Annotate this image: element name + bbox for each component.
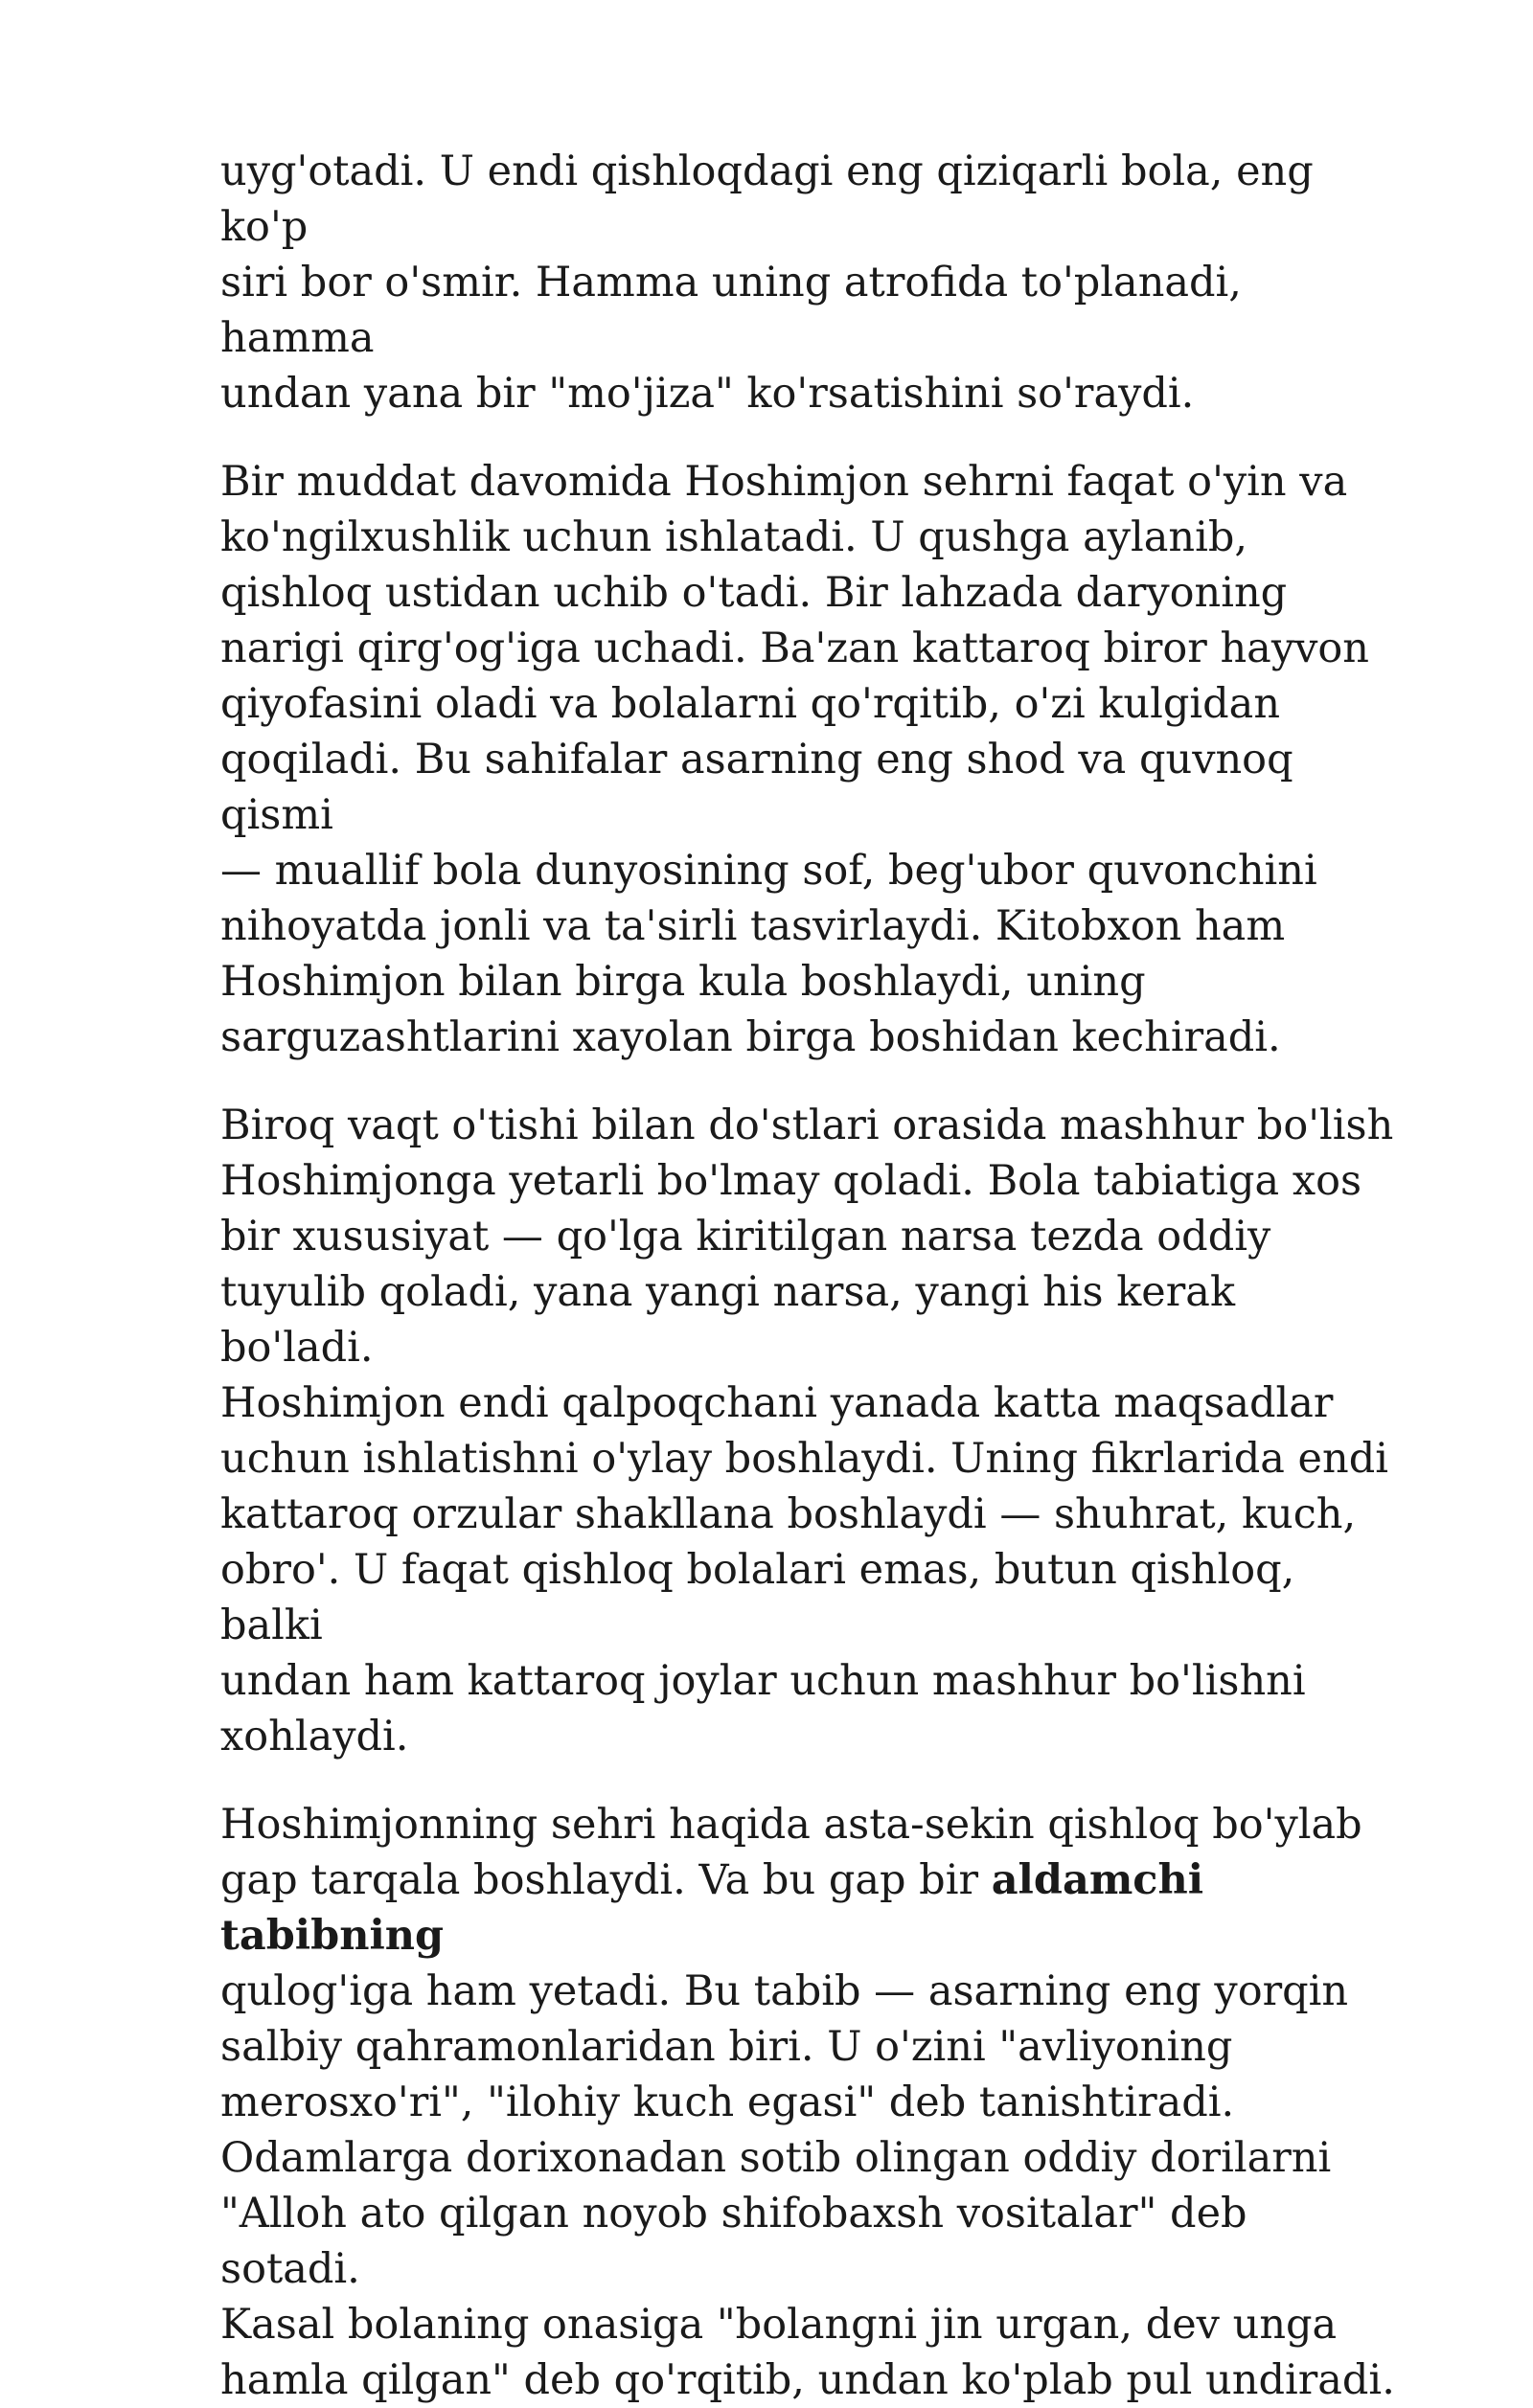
paragraph-4 bbox=[220, 1797, 1399, 2408]
paragraph-4-end: qulog'iga ham yetadi. Bu tabib — asarning eng yorqin salbiy qahramonlaridan biri. U o'zini "avliyoning merosxo'ri", "ilohiy kuch egasi" deb tanishtiradi. Odamlarga dorixonadan sotib olingan oddiy dorilarni "Alloh ato qilgan noyob shifobaxsh vositalar" deb sotadi. Kasal bolaning onasiga "bolangni jin urgan, dev unga hamla qilgan" deb qo'rqitib, undan ko'plab pul undiradi. bbox=[220, 1967, 1395, 2404]
paragraph-4-start: Hoshimjonning sehri haqida asta-sekin qishloq bo'ylab gap tarqala boshlaydi. Va bu gap bir bbox=[220, 1801, 1362, 1904]
bold-phrase: aldamchi tabibning bbox=[220, 1856, 1204, 1960]
paragraph-2: Bir muddat davomida Hoshimjon sehrni faqat o'yin va ko'ngilxushlik uchun ishlatadi. U qushga aylanib, qishloq ustidan uchib o'tadi. Bir lahzada daryoning narigi qirg'og'iga uchadi. Ba'zan kattaroq biror hayvon qiyofasini oladi va bolalarni qo'rqitib, o'zi kulgidan qoqiladi. Bu sahifalar asarning eng shod va quvnoq qismi — muallif bola dunyosining sof, beg'ubor quvonchini nihoyatda jonli va ta'sirli tasvirlaydi. Kitobxon ham Hoshimjon bilan birga kula boshlaydi, uning sarguzashtlarini xayolan birga boshidan kechiradi. bbox=[220, 458, 1369, 1061]
paragraph-1: uyg'otadi. U endi qishloqdagi eng qiziqarli bola, eng ko'p siri bor o'smir. Hamma uning atrofida to'planadi, hamma undan yana bir "mo'jiza" ko'rsatishini so'raydi. bbox=[220, 148, 1314, 418]
paragraph-3: Biroq vaqt o'tishi bilan do'stlari orasida mashhur bo'lish Hoshimjonga yetarli bo'lmay qoladi. Bola tabiatiga xos bir xususiyat — qo'lga kiritilgan narsa tezda oddiy tuyulib qoladi, yana yangi narsa, yangi his kerak bo'ladi. Hoshimjon endi qalpoqchani yanada katta maqsadlar uchun ishlatishni o'ylay boshlaydi. Uning fikrlarida endi kattaroq orzular shakllana boshlaydi — shuhrat, kuch, obro'. U faqat qishloq bolalari emas, butun qishloq, balki undan ham kattaroq joylar uchun mashhur bo'lishni xohlaydi. bbox=[220, 1102, 1394, 1761]
body-text bbox=[220, 144, 1399, 2408]
